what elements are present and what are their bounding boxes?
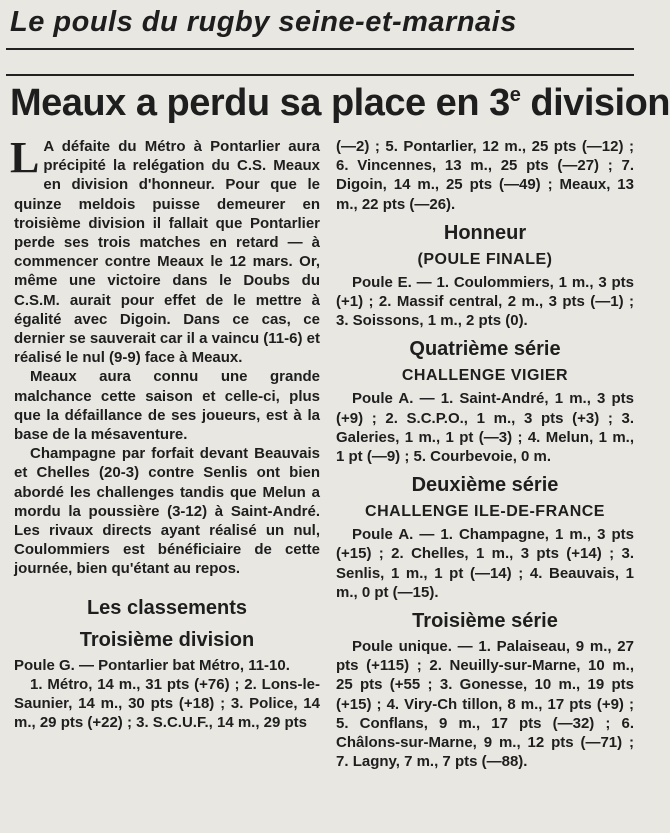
article-paragraph-3: Champagne par forfait devant Beauvais et Chelles (20-3) contre Senlis ont bien abordé les challenges tandis que Melun a mordu la poussière (3-12) à Saint-André. Les rivaux directs ayant réalisé un nul, Coulommiers est bénéficiaire de cette journée, bien qu'étant au repos. <box>14 445 320 578</box>
troisieme-division-ranking-cont: (—2) ; 5. Pontarlier, 12 m., 25 pts (—12) ; 6. Vincennes, 13 m., 25 pts (—27) ; 7. Digoin, 14 m., 25 pts (—49) ; Meaux, 13 m., 22 pts (—26). <box>336 138 634 213</box>
article-paragraph-1: L A défaite du Métro à Pontarlier aura précipité la relégation du C.S. Meaux en division d'honneur. Pour que le quinze meldois puisse demeurer en troisième division il fallait que Pontarlier perde ses trois matches en retard — à commencer contre Meaux le 12 mars. Or, même une victoire dans le Doubs du C.S.M. aurait pour effet de le mettre à égalité avec Digoin. Dans ce cas, ce dernier se sauverait car il a vaincu (11-6) et réalisé le nul (9-9) face à Meaux. <box>10 133 320 367</box>
troisieme-serie-ranking: Poule unique. — 1. Palaiseau, 9 m., 27 pts (+115) ; 2. Neuilly-sur-Marne, 10 m., 25 pts (+55 ; 3. Gonesse, 10 m., 19 pts (+15) ; 4. Viry-Ch tillon, 8 m., 17 pts (+9) ; 5. Conflans, 9 m., 17 pts (—32) ; 6. Châlons-sur-Marne, 9 m., 12 pts (—71) ; 7. Lagny, 7 m., 7 pts (—88). <box>336 638 634 771</box>
quatrieme-serie-title: Quatrième série <box>409 338 561 361</box>
deuxieme-serie-subtitle: CHALLENGE ILE-DE-FRANCE <box>365 503 605 521</box>
classements-title: Les classements <box>86 596 248 619</box>
troisieme-serie-title: Troisième série <box>412 610 558 633</box>
headline: Meaux a perdu sa place en 3e division <box>10 82 670 124</box>
troisieme-division-ranking: 1. Métro, 14 m., 31 pts (+76) ; 2. Lons-le-Saunier, 14 m., 30 pts (+18) ; 3. Police, 14 m., 29 pts (+22) ; 3. S.C.U.F., 14 m., 29 pts <box>14 675 320 732</box>
quatrieme-serie-subtitle: CHALLENGE VIGIER <box>401 367 569 385</box>
article-paragraph-2: Meaux aura connu une grande malchance cette saison et celle-ci, plus que la défaillance de ses joueurs, est à la base de la mésaventure. <box>14 368 320 444</box>
honneur-ranking: Poule E. — 1. Coulommiers, 1 m., 3 pts (+1) ; 2. Massif central, 2 m., 3 pts (—1) ; 3. Soissons, 1 m., 2 pts (0). <box>336 273 634 330</box>
troisieme-division-title: Troisième division <box>79 628 255 651</box>
troisieme-division-lead: Poule G. — Pontarlier bat Métro, 11-10. <box>14 656 290 674</box>
kicker-title: Le pouls du rugby seine-et-marnais <box>10 6 517 38</box>
headline-rule <box>6 74 634 76</box>
deuxieme-serie-title: Deuxième série <box>411 474 559 497</box>
top-rule <box>6 48 634 50</box>
quatrieme-serie-ranking: Poule A. — 1. Saint-André, 1 m., 3 pts (+9) ; 2. S.C.P.O., 1 m., 3 pts (+3) ; 3. Galeries, 1 m., 1 pt (—3) ; 4. Melun, 1 m., 1 pt (—9) ; 5. Courbevoie, 0 m. <box>336 390 634 466</box>
left-column <box>10 133 320 732</box>
right-column <box>336 137 634 771</box>
honneur-title: Honneur <box>443 221 527 244</box>
drop-cap: L <box>10 133 40 182</box>
honneur-subtitle: (POULE FINALE) <box>417 250 553 268</box>
deuxieme-serie-ranking: Poule A. — 1. Champagne, 1 m., 3 pts (+15) ; 2. Chelles, 1 m., 3 pts (+14) ; 3. Senlis, 1 m., 1 pt (—14) ; 4. Beauvais, 1 m., 0 pt (—15). <box>336 526 634 601</box>
